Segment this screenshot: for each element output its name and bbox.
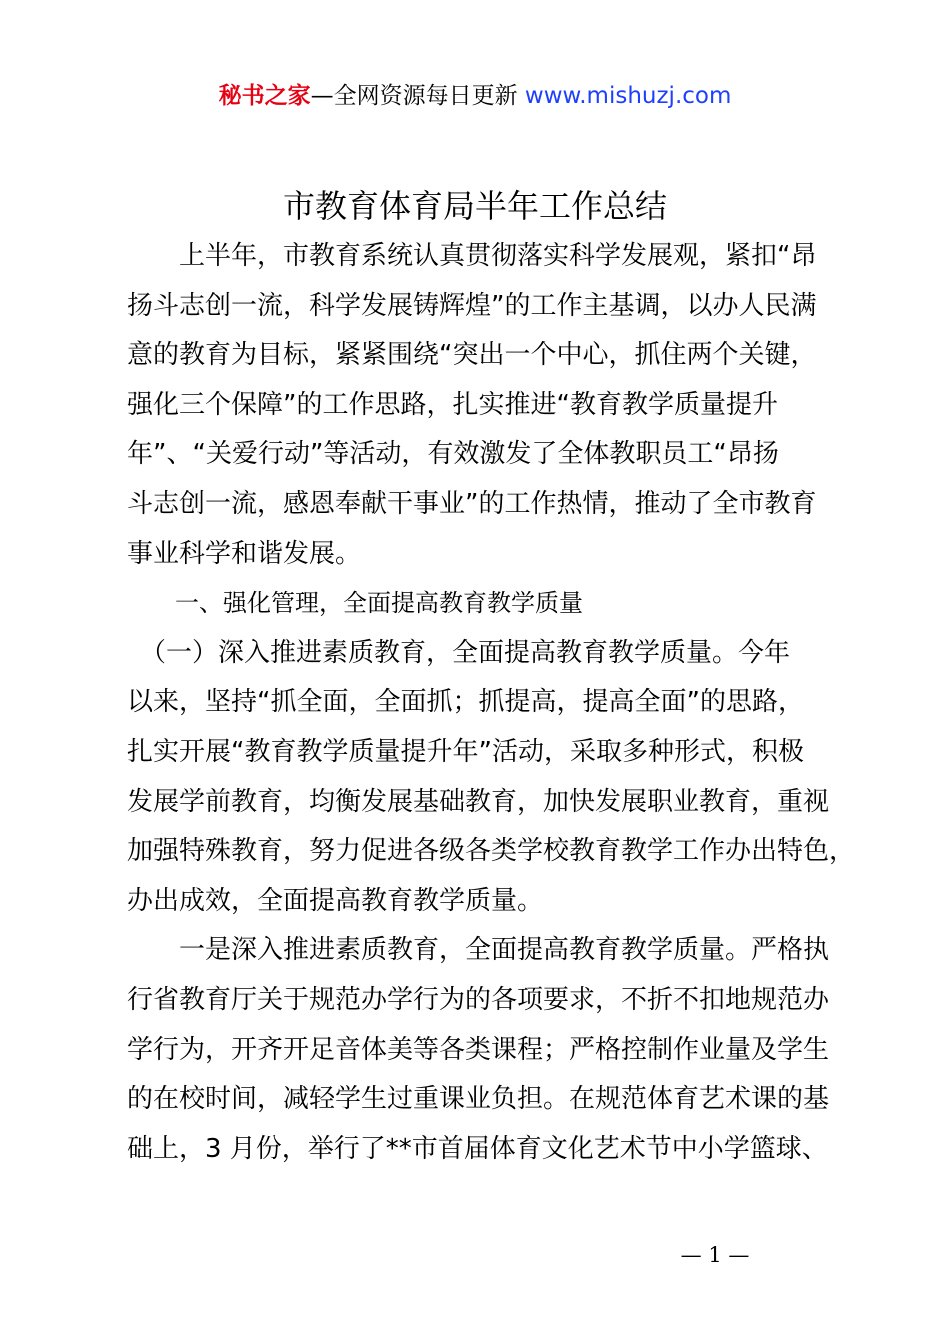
text-line: 础上，3 月份，举行了**市首届体育文化艺术节中小学篮球、	[127, 1133, 828, 1164]
document-title: 市教育体育局半年工作总结	[282, 187, 667, 225]
text-line: 强化三个保障”的工作思路，扎实推进“教育教学质量提升	[127, 389, 778, 420]
text-line: 以来，坚持“抓全面，全面抓；抓提高，提高全面”的思路，	[127, 687, 804, 718]
text-line: 一是深入推进素质教育，全面提高教育教学质量。严格执	[127, 935, 830, 966]
site-tagline: —全网资源每日更新	[310, 83, 525, 109]
site-brand: 秘书之家	[218, 83, 311, 109]
document-body	[127, 232, 856, 1174]
text-line: 的在校时间，减轻学生过重课业负担。在规范体育艺术课的基	[127, 1084, 830, 1115]
text-line: 年”、“关爱行动”等活动，有效激发了全体教职员工“昂扬	[127, 439, 779, 470]
text-line: 事业科学和谐发展。	[127, 538, 362, 569]
site-url-link[interactable]: www.mishuzj.com	[524, 83, 732, 109]
text-line: 上半年，市教育系统认真贯彻落实科学发展观，紧扣“昂	[127, 241, 817, 271]
text-line: 加强特殊教育，努力促进各级各类学校教育教学工作办出特色，	[127, 836, 856, 867]
text-line: 发展学前教育，均衡发展基础教育，加快发展职业教育，重视	[127, 786, 830, 817]
text-line: 意的教育为目标，紧紧围绕“突出一个中心，抓住两个关键，	[127, 340, 817, 371]
text-line: 扬斗志创一流，科学发展铸辉煌”的工作主基调，以办人民满	[127, 290, 817, 321]
section-heading: 一、强化管理，全面提高教育教学质量	[127, 589, 583, 618]
text-line: 扎实开展“教育教学质量提升年”活动，采取多种形式，积极	[127, 736, 804, 767]
text-line: 行省教育厅关于规范办学行为的各项要求，不折不扣地规范办	[127, 984, 830, 1015]
site-header	[0, 80, 950, 112]
text-line: （一）深入推进素质教育，全面提高教育教学质量。今年	[127, 637, 791, 668]
page-number: — 1 —	[680, 1243, 750, 1267]
text-line: 办出成效，全面提高教育教学质量。	[127, 885, 544, 916]
text-line: 学行为，开齐开足音体美等各类课程；严格控制作业量及学生	[127, 1034, 830, 1065]
text-line: 斗志创一流，感恩奉献干事业”的工作热情，推动了全市教育	[127, 488, 817, 519]
